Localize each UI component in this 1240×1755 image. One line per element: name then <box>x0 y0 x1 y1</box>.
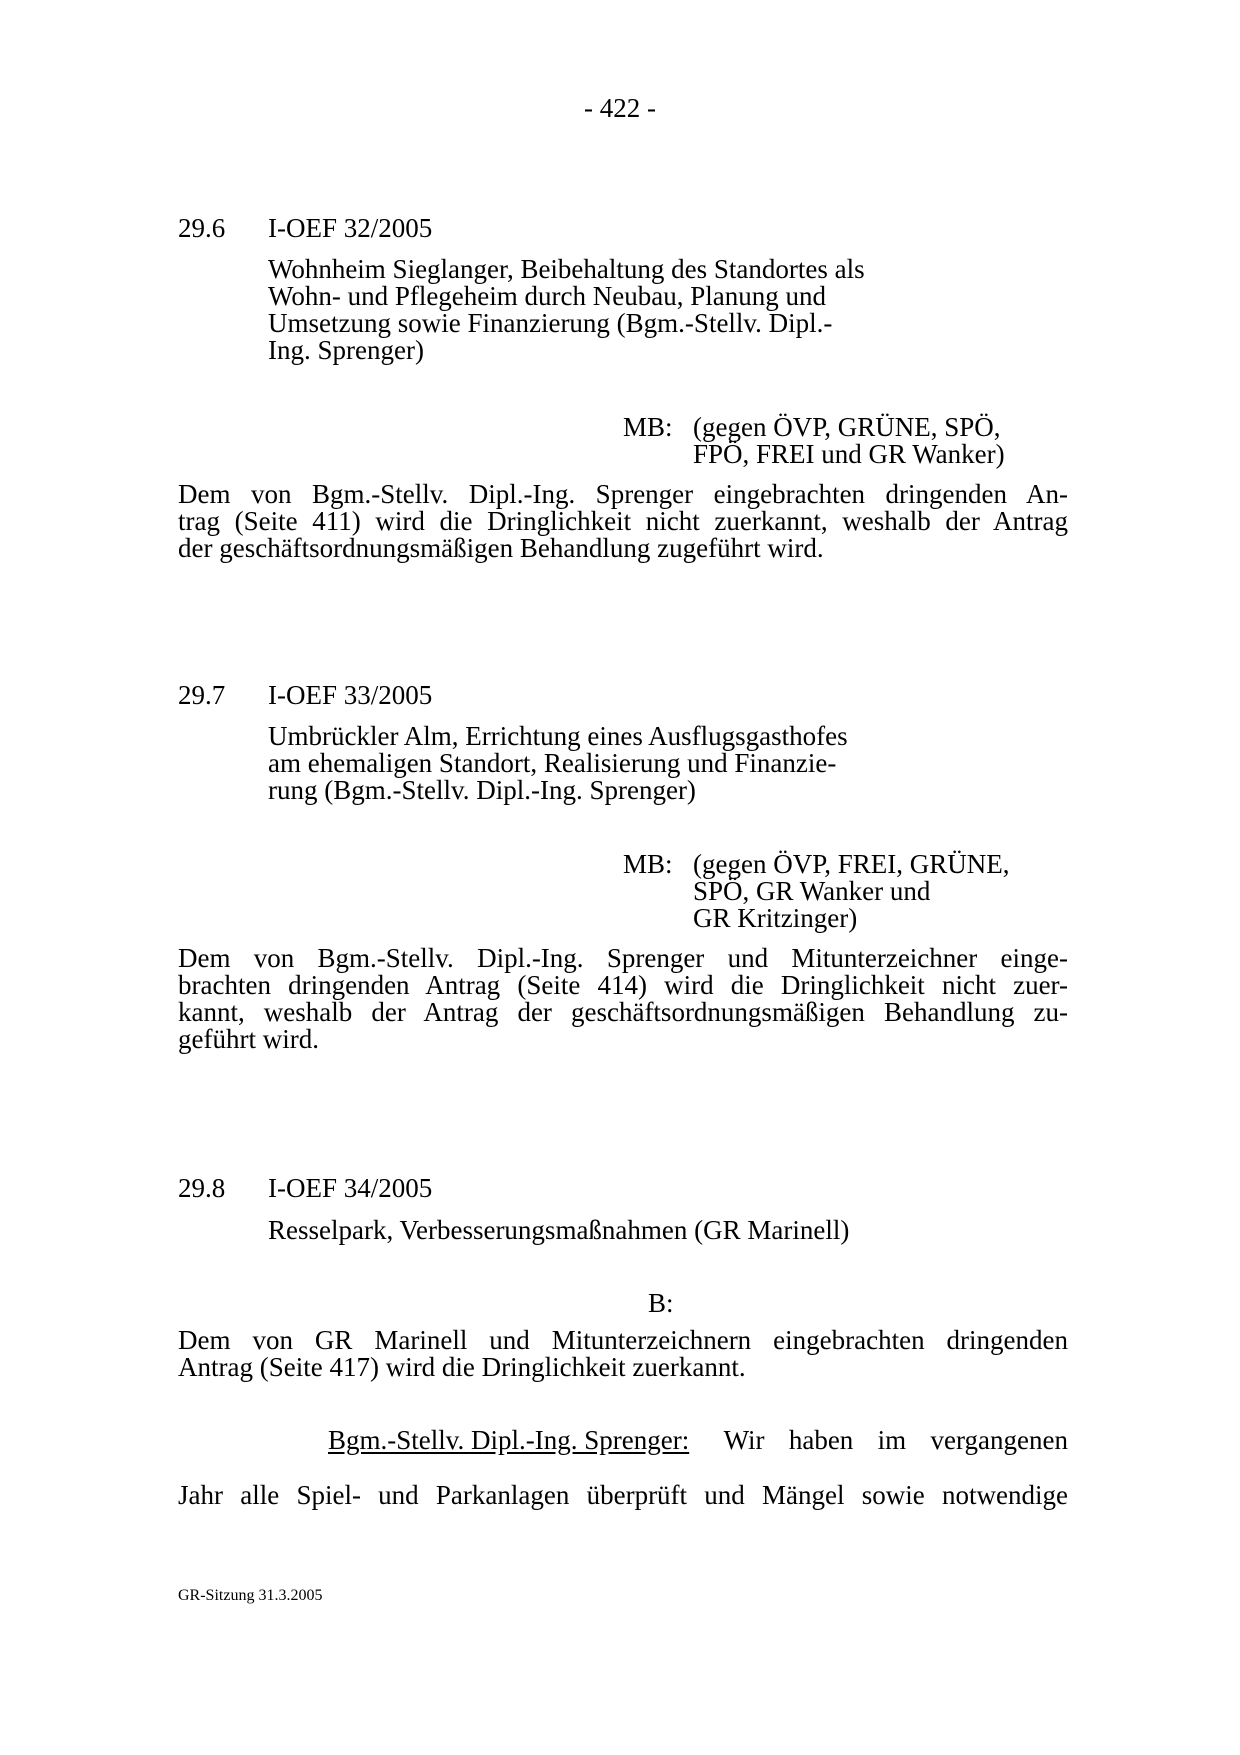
item-code: I-OEF 32/2005 <box>268 213 433 243</box>
item-number: 29.7 <box>178 680 226 710</box>
item-title-line: am ehemaligen Standort, Realisierung und Finanzie- <box>268 748 837 778</box>
item-title-line: Resselpark, Verbesserungsmaßnahmen (GR Marinell) <box>268 1215 850 1245</box>
speech-word: und <box>378 1480 419 1510</box>
speech-word: vergangenen <box>930 1425 1068 1455</box>
item-title-line: Umsetzung sowie Finanzierung (Bgm.-Stellv. Dipl.- <box>268 308 833 338</box>
resolution-line: trag (Seite 411) wird die Dringlichkeit nicht zuerkannt, weshalb der Antrag <box>178 506 1068 536</box>
item-title <box>268 723 988 804</box>
item-number: 29.8 <box>178 1173 226 1203</box>
item-title-line: Wohn- und Pflegeheim durch Neubau, Planung und <box>268 281 826 311</box>
item-title-line: Ing. Sprenger) <box>268 335 424 365</box>
item-title-line: Wohnheim Sieglanger, Beibehaltung des Standortes als <box>268 254 865 284</box>
item-title-line: Umbrückler Alm, Errichtung eines Ausflugsgasthofes <box>268 721 848 751</box>
vote-result <box>623 851 1010 932</box>
speech-word: und <box>704 1480 745 1510</box>
speech-word: alle <box>240 1480 280 1510</box>
vote-line: FPÖ, FREI und GR Wanker) <box>693 439 1005 469</box>
resolution-line: Antrag (Seite 417) wird die Dringlichkeit zuerkannt. <box>178 1352 746 1382</box>
item-code: I-OEF 34/2005 <box>268 1173 433 1203</box>
speech-line <box>178 1424 1068 1456</box>
item-title <box>268 256 988 364</box>
vote-label: MB: <box>623 849 673 879</box>
speech-word: haben <box>788 1425 854 1455</box>
vote-label: MB: <box>623 412 673 442</box>
resolution-line: Dem von GR Marinell und Mitunterzeichnern eingebrachten dringenden <box>178 1325 1068 1355</box>
vote-result <box>623 414 1005 468</box>
speech-line <box>178 1479 1068 1511</box>
resolution-line: kannt, weshalb der Antrag der geschäftsordnungsmäßigen Behandlung zu- <box>178 997 1068 1027</box>
vote-line: (gegen ÖVP, GRÜNE, SPÖ, <box>693 412 1001 442</box>
footer-session-date: GR-Sitzung 31.3.2005 <box>178 1587 323 1604</box>
vote-text <box>693 851 1010 932</box>
item-code: I-OEF 33/2005 <box>268 680 433 710</box>
resolution-line: brachten dringenden Antrag (Seite 414) wird die Dringlichkeit nicht zuer- <box>178 970 1068 1000</box>
resolution-line: geführt wird. <box>178 1024 319 1054</box>
item-title <box>268 1217 988 1244</box>
item-number: 29.6 <box>178 213 226 243</box>
speech-word: Mängel <box>762 1480 845 1510</box>
speech-paragraph <box>178 1424 1068 1511</box>
vote-label: B: <box>648 1288 674 1318</box>
speech-word: Wir <box>723 1425 765 1455</box>
resolution-line: Dem von Bgm.-Stellv. Dipl.-Ing. Sprenger eingebrachten dringenden An- <box>178 479 1068 509</box>
vote-line: (gegen ÖVP, FREI, GRÜNE, <box>693 849 1010 879</box>
vote-line: GR Kritzinger) <box>693 903 858 933</box>
speech-word: Parkanlagen <box>435 1480 570 1510</box>
speech-word: Spiel- <box>296 1480 361 1510</box>
speech-word: im <box>877 1425 907 1455</box>
page-number: - 422 - <box>584 93 656 123</box>
item-title-line: rung (Bgm.-Stellv. Dipl.-Ing. Sprenger) <box>268 775 696 805</box>
resolution-text <box>178 945 1068 1053</box>
speech-word: Jahr <box>178 1480 223 1510</box>
resolution-line: Dem von Bgm.-Stellv. Dipl.-Ing. Sprenger und Mitunterzeichner einge- <box>178 943 1068 973</box>
vote-text <box>693 414 1005 468</box>
resolution-text <box>178 481 1068 562</box>
speech-word: überprüft <box>586 1480 688 1510</box>
resolution-line: der geschäftsordnungsmäßigen Behandlung zugeführt wird. <box>178 533 824 563</box>
vote-line: SPÖ, GR Wanker und <box>693 876 931 906</box>
speaker-name: Bgm.-Stellv. Dipl.-Ing. Sprenger: <box>328 1425 690 1455</box>
speech-word: sowie <box>861 1480 925 1510</box>
speech-word: notwendige <box>941 1480 1068 1510</box>
resolution-text <box>178 1327 1068 1381</box>
